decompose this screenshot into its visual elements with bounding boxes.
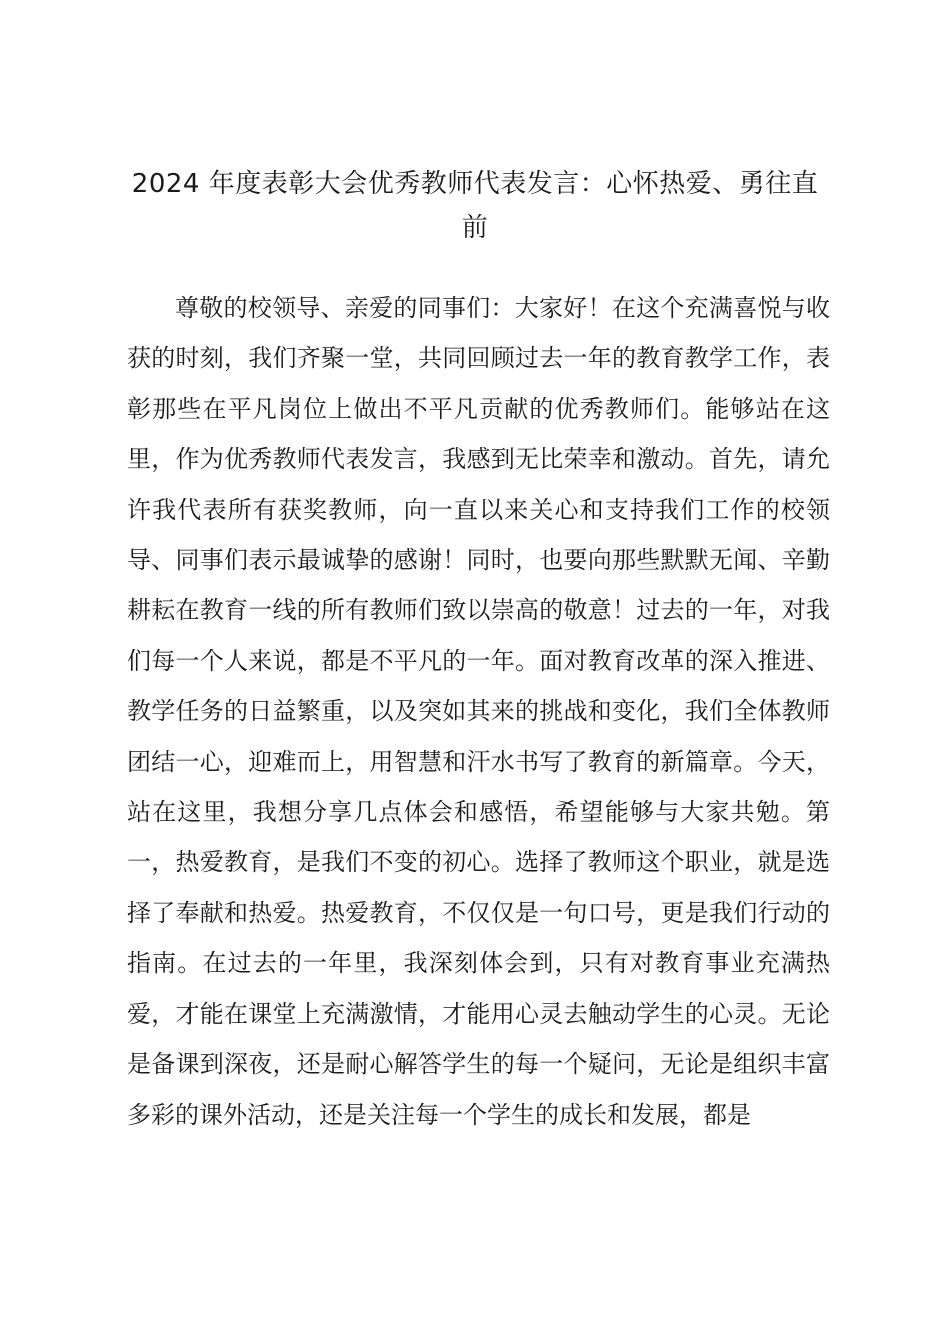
document-title: 2024 年度表彰大会优秀教师代表发言：心怀热爱、勇往直前 [131,169,819,243]
speech-paragraph: 尊敬的校领导、亲爱的同事们：大家好！在这个充满喜悦与收获的时刻，我们齐聚一堂，共同回顾过去一年的教育教学工作，表彰那些在平凡岗位上做出不平凡贡献的优秀教师们。能够站在这里，作为优秀教师代表发言，我感到无比荣幸和激动。首先，请允许我代表所有获奖教师，向一直以来关心和支持我们工作的校领导、同事们表示最诚挚的感谢！同时，也要向那些默默无闻、辛勤耕耘在教育一线的所有教师们致以崇高的敬意！过去的一年，对我们每一个人来说，都是不平凡的一年。面对教育改革的深入推进、教学任务的日益繁重，以及突如其来的挑战和变化，我们全体教师团结一心，迎难而上，用智慧和汗水书写了教育的新篇章。今天，站在这里，我想分享几点体会和感悟，希望能够与大家共勉。第一，热爱教育，是我们不变的初心。选择了教师这个职业，就是选择了奉献和热爱。热爱教育，不仅仅是一句口号，更是我们行动的指南。在过去的一年里，我深刻体会到，只有对教育事业充满热爱，才能在课堂上充满激情，才能用心灵去触动学生的心灵。无论是备课到深夜，还是耐心解答学生的每一个疑问，无论是组织丰富多彩的课外活动，还是关注每一个学生的成长和发展，都是 [127,294,830,1129]
